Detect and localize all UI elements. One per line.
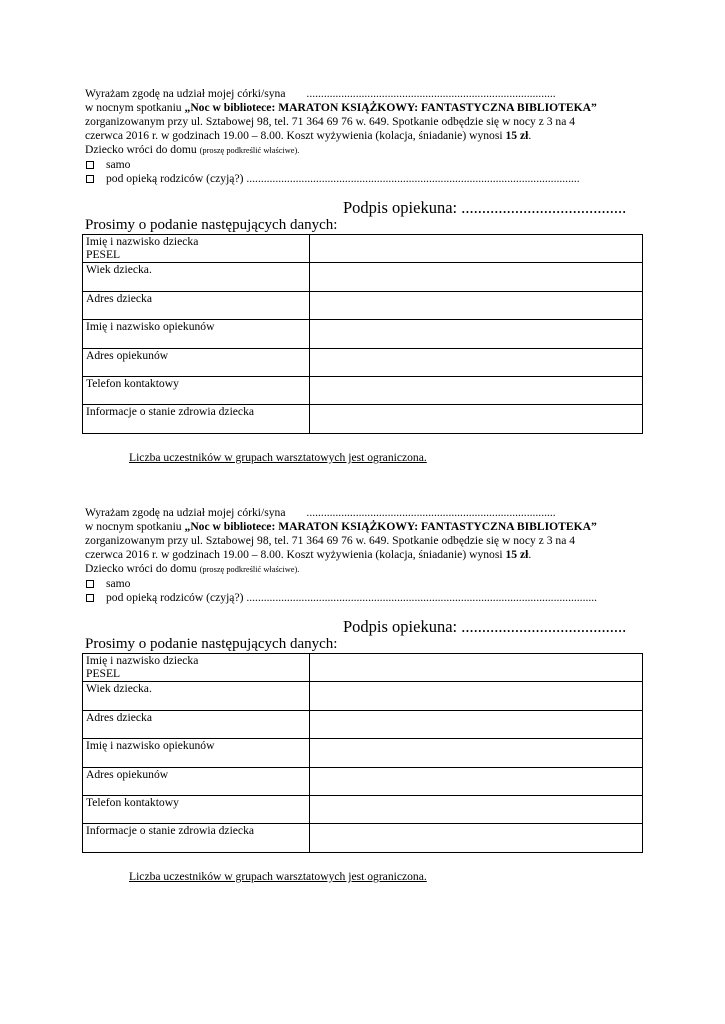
table-row — [83, 376, 643, 404]
option-alone-label: samo — [106, 577, 131, 590]
guardian-address-field[interactable] — [310, 348, 643, 376]
pesel-label: PESEL — [86, 248, 121, 261]
checkbox-icon[interactable] — [86, 594, 94, 602]
option-alone[interactable] — [85, 158, 645, 172]
child-address-field[interactable] — [310, 291, 643, 319]
row-label: Adres dziecka — [83, 291, 310, 319]
date-suffix: . — [528, 548, 532, 561]
table-row — [83, 739, 643, 767]
option-alone[interactable] — [85, 577, 645, 591]
consent-line — [85, 87, 645, 101]
row-label: Adres dziecka — [83, 710, 310, 738]
table-row — [83, 795, 643, 823]
guardian-name-field[interactable] — [310, 320, 643, 348]
table-row — [83, 291, 643, 319]
row-label: Informacje o stanie zdrowia dziecka — [83, 405, 310, 433]
row-label — [83, 654, 310, 682]
table-row — [83, 235, 643, 263]
consent-form-1 — [85, 87, 645, 464]
row-label: Telefon kontaktowy — [83, 376, 310, 404]
child-name-label: Imię i nazwisko dziecka — [86, 235, 199, 248]
return-line — [85, 143, 645, 158]
row-label: Adres opiekunów — [83, 348, 310, 376]
table-row — [83, 405, 643, 433]
consent-text: Wyrażam zgodę na udział mojej córki/syna — [85, 506, 286, 519]
child-data-table — [82, 234, 643, 434]
row-label: Imię i nazwisko opiekunów — [83, 739, 310, 767]
child-age-field[interactable] — [310, 263, 643, 291]
participants-note: Liczba uczestników w grupach warsztatowych jest ograniczona. — [129, 451, 427, 464]
organizer-line: zorganizowanym przy ul. Sztabowej 98, tel. 71 364 69 76 w. 649. Spotkanie odbędzie się w nocy z 3 na 4 — [85, 115, 576, 128]
checkbox-icon[interactable] — [86, 161, 94, 169]
consent-form-2 — [85, 506, 645, 883]
guardian-address-field[interactable] — [310, 767, 643, 795]
meeting-title: „Noc w bibliotece: MARATON KSIĄŻKOWY: FANTASTYCZNA BIBLIOTEKA” — [184, 101, 597, 114]
pesel-label: PESEL — [86, 667, 121, 680]
table-row — [83, 682, 643, 710]
option-parents-label: pod opieką rodziców (czyją?) ......................................................................................................................... — [106, 591, 598, 604]
checkbox-icon[interactable] — [86, 580, 94, 588]
guardian-signature: Podpis opiekuna: ........................................ — [343, 617, 627, 636]
child-data-table — [82, 653, 643, 853]
child-address-field[interactable] — [310, 710, 643, 738]
guardian-name-field[interactable] — [310, 739, 643, 767]
consent-text: Wyrażam zgodę na udział mojej córki/syna — [85, 87, 286, 100]
organizer-line: zorganizowanym przy ul. Sztabowej 98, tel. 71 364 69 76 w. 649. Spotkanie odbędzie się w nocy z 3 na 4 — [85, 534, 576, 547]
row-label: Imię i nazwisko opiekunów — [83, 320, 310, 348]
child-name-blank[interactable]: ...................................................................................... — [306, 506, 556, 519]
option-parents[interactable] — [85, 172, 645, 186]
child-name-field[interactable] — [310, 235, 643, 263]
data-request-heading: Prosimy o podanie następujących danych: — [85, 636, 338, 652]
cost-value: 15 zł — [505, 129, 529, 142]
return-text: Dziecko wróci do domu — [85, 143, 200, 156]
health-info-field[interactable] — [310, 405, 643, 433]
checkbox-icon[interactable] — [86, 175, 94, 183]
date-text: czerwca 2016 r. w godzinach 19.00 – 8.00. Koszt wyżywienia (kolacja, śniadanie) wynosi — [85, 129, 506, 142]
meeting-prefix: w nocnym spotkaniu — [85, 101, 185, 114]
child-name-label: Imię i nazwisko dziecka — [86, 654, 199, 667]
date-cost-line — [85, 548, 645, 562]
table-row — [83, 654, 643, 682]
option-parents-label: pod opieką rodziców (czyją?) ................................................................................................................... — [106, 172, 580, 185]
meeting-line — [85, 101, 645, 115]
row-label: Telefon kontaktowy — [83, 795, 310, 823]
guardian-signature: Podpis opiekuna: ........................................ — [343, 198, 627, 217]
meeting-title: „Noc w bibliotece: MARATON KSIĄŻKOWY: FANTASTYCZNA BIBLIOTEKA” — [184, 520, 597, 533]
return-hint: (proszę podkreślić właściwe). — [199, 565, 300, 574]
table-row — [83, 710, 643, 738]
date-cost-line — [85, 129, 645, 143]
row-label: Wiek dziecka. — [83, 263, 310, 291]
table-row — [83, 824, 643, 852]
table-row — [83, 263, 643, 291]
participants-note: Liczba uczestników w grupach warsztatowych jest ograniczona. — [129, 870, 427, 883]
table-row — [83, 320, 643, 348]
child-name-blank[interactable]: ...................................................................................... — [306, 87, 556, 100]
return-text: Dziecko wróci do domu — [85, 562, 200, 575]
cost-value: 15 zł — [505, 548, 529, 561]
table-row — [83, 767, 643, 795]
row-label: Informacje o stanie zdrowia dziecka — [83, 824, 310, 852]
consent-line — [85, 506, 645, 520]
child-name-field[interactable] — [310, 654, 643, 682]
row-label — [83, 235, 310, 263]
phone-field[interactable] — [310, 795, 643, 823]
option-parents[interactable] — [85, 591, 645, 605]
table-row — [83, 348, 643, 376]
date-text: czerwca 2016 r. w godzinach 19.00 – 8.00. Koszt wyżywienia (kolacja, śniadanie) wynosi — [85, 548, 506, 561]
meeting-prefix: w nocnym spotkaniu — [85, 520, 185, 533]
health-info-field[interactable] — [310, 824, 643, 852]
row-label: Wiek dziecka. — [83, 682, 310, 710]
phone-field[interactable] — [310, 376, 643, 404]
date-suffix: . — [528, 129, 532, 142]
child-age-field[interactable] — [310, 682, 643, 710]
meeting-line — [85, 520, 645, 534]
return-hint: (proszę podkreślić właściwe). — [199, 146, 300, 155]
row-label: Adres opiekunów — [83, 767, 310, 795]
option-alone-label: samo — [106, 158, 131, 171]
data-request-heading: Prosimy o podanie następujących danych: — [85, 217, 338, 233]
return-line — [85, 562, 645, 577]
